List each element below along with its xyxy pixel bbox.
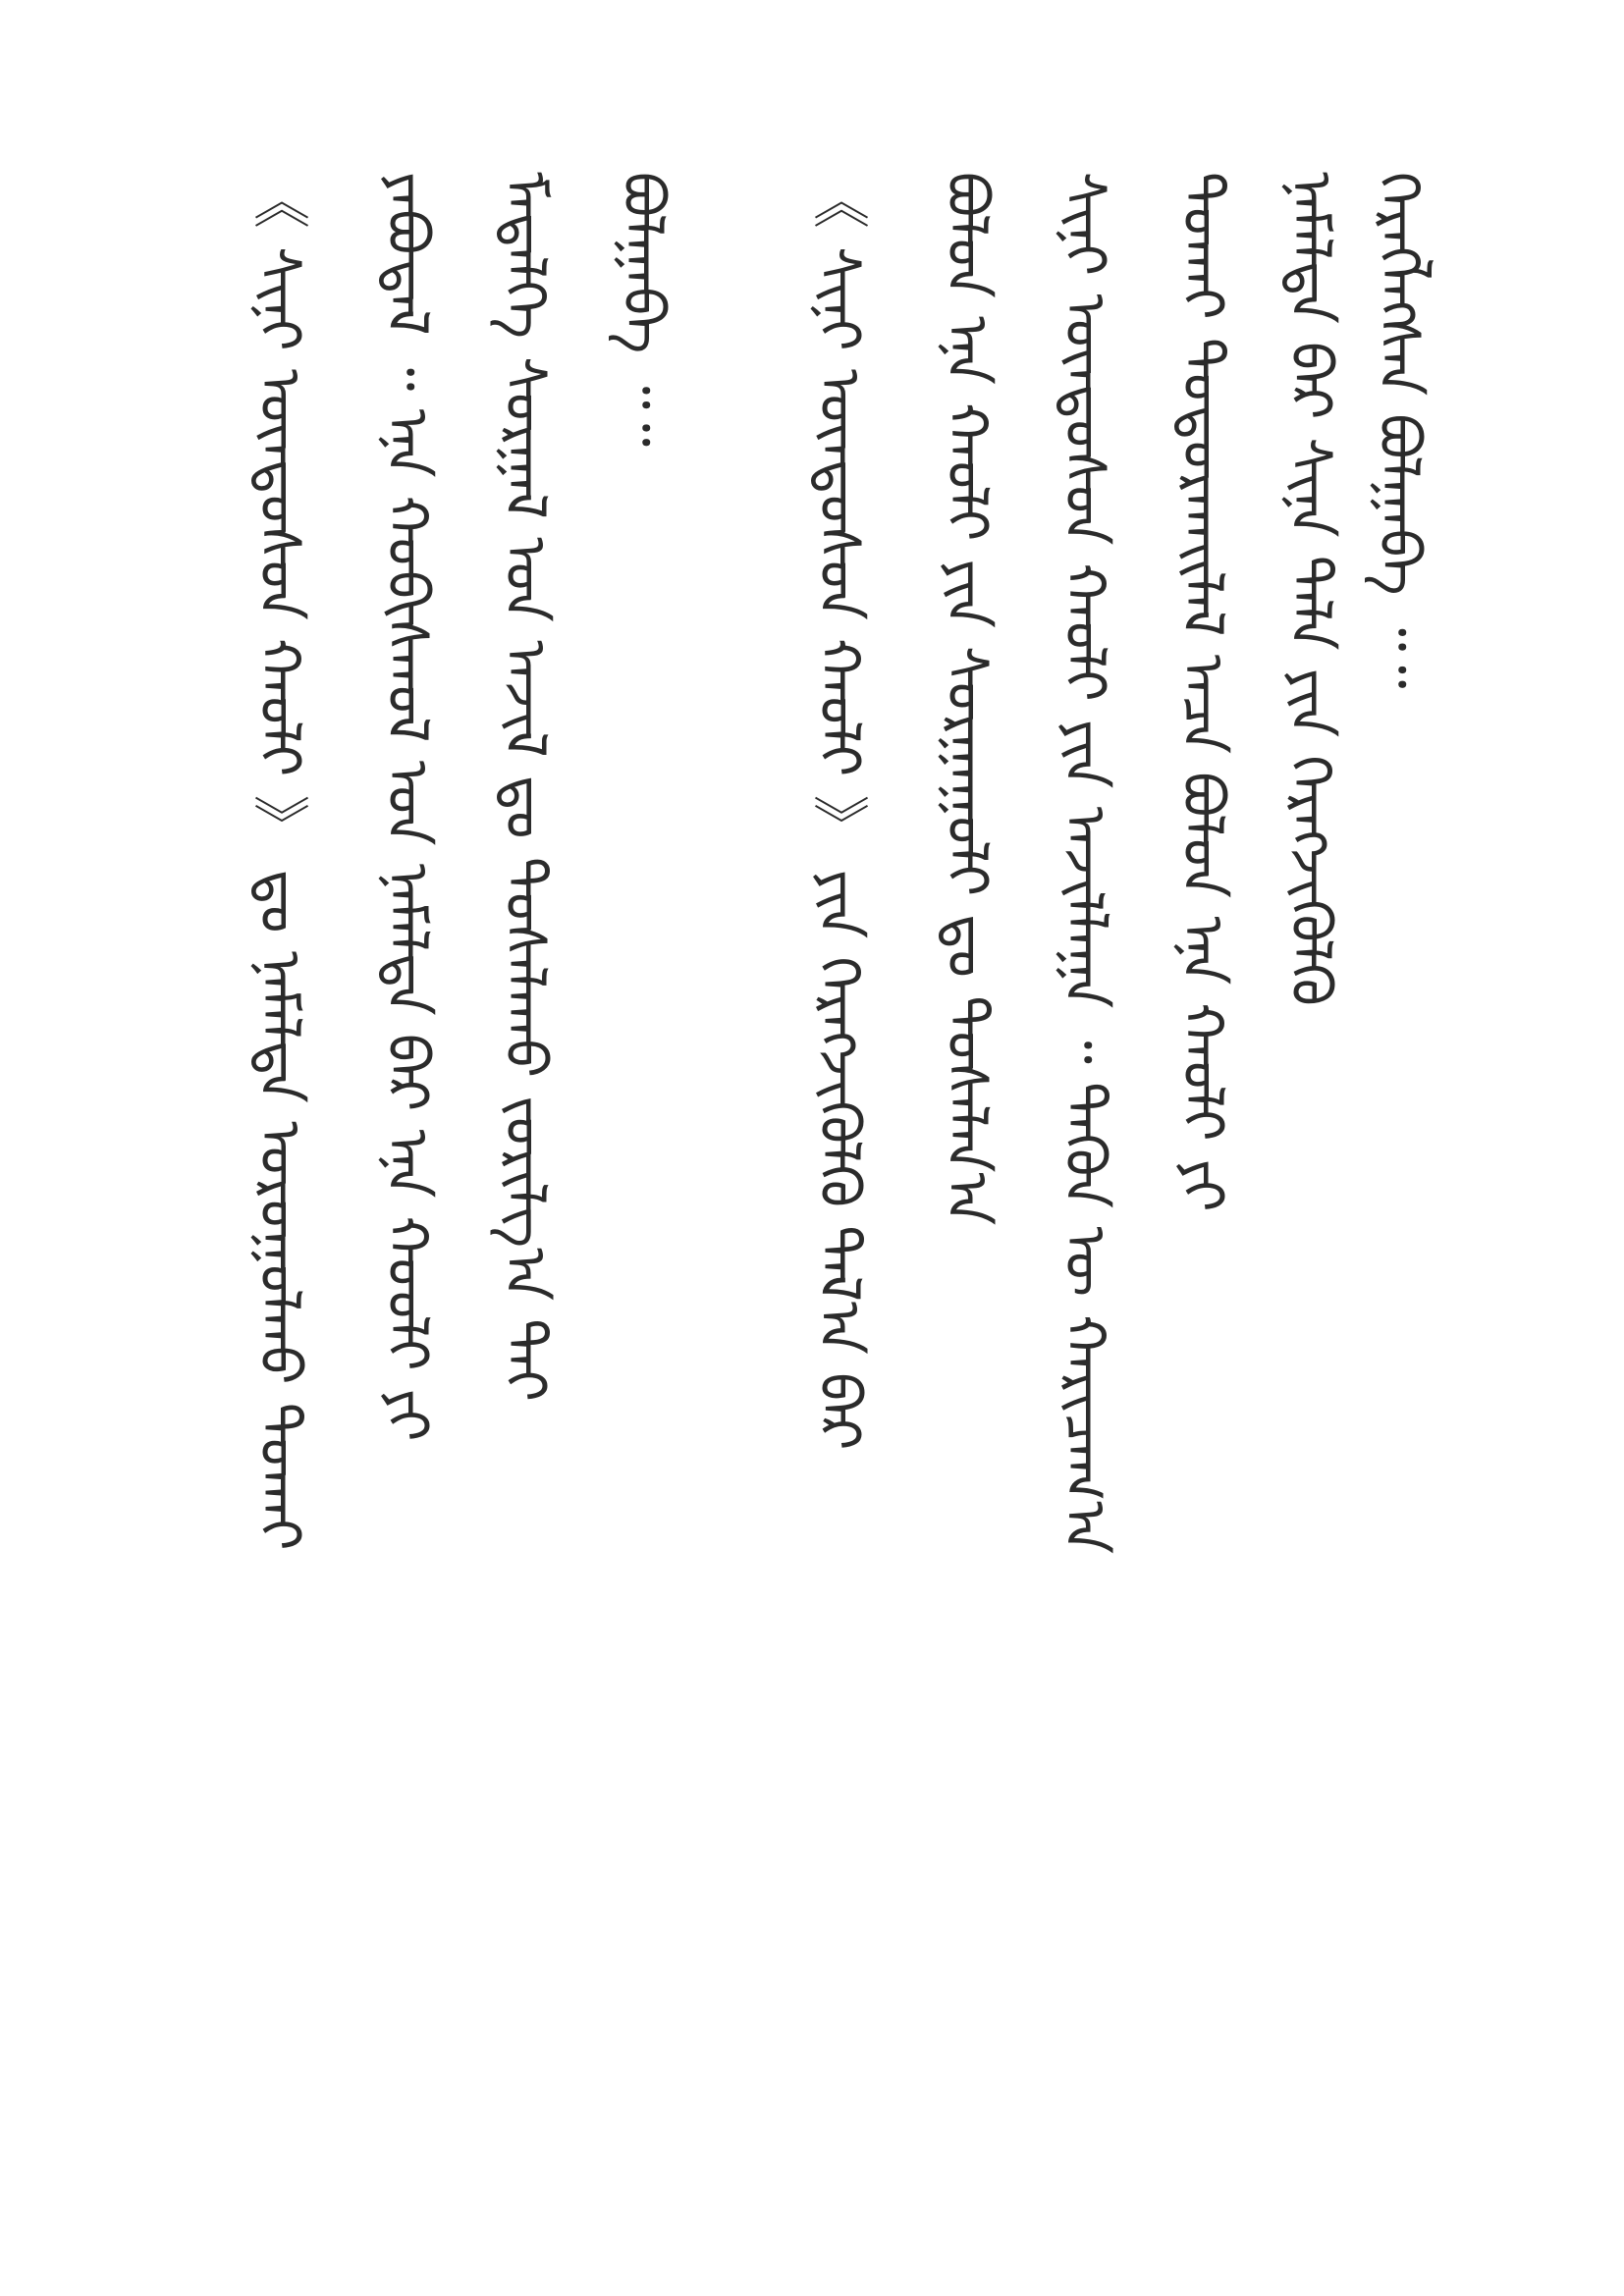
- text-column-3: ᠮᠡᠳᠡᠯᠭᠡ ᠰᠤᠷᠭᠠᠯ ᠤᠨ ᠠᠵᠢᠯ ᠳᠤ ᠲᠤᠰᠠᠯᠠᠬᠤ ᠵᠣᠷᠢᠯᠭ᠎ᠠ ᠲᠠᠢ: [492, 172, 559, 1402]
- text-column-1: 《 ᠰᠢᠨᠢ ᠦᠨᠳᠦᠰᠦᠨ ᠬᠠᠤᠯᠢ 》 ᠳᠤ ᠨᠡᠮᠡᠯᠲᠡ ᠣᠷᠣᠭᠤᠯᠬᠤ ᠲᠤᠬᠠᠢ: [246, 172, 313, 1551]
- text-column-7: ᠰᠢᠨᠢ ᠦᠨᠳᠦᠰᠦᠨ ᠬᠠᠤᠯᠢ ᠶᠢᠨ ᠠᠵᠢᠯᠯᠠᠭᠠ ᠃ ᠲᠡᠭᠦᠨ ᠦ ᠬᠠᠷᠢᠴᠠᠭ᠎ᠠ: [1052, 172, 1118, 1555]
- text-column-4: ᠪᠣᠯᠭᠠᠪᠠ ᠃᠃: [610, 172, 677, 447]
- text-column-9: ᠨᠡᠮᠡᠯᠲᠡ ᠪᠡᠷ ᠰᠢᠨᠡ ᠲᠡᠯᠡ ᠶᠢᠨ ᠬᠡᠷᠡᠭᠵᠢᠭᠦᠯᠬᠦ: [1277, 172, 1344, 1006]
- text-column-6: ᠪᠣᠯᠤᠨ ᠡᠨᠡ ᠬᠠᠤᠯᠢ ᠶᠢᠨ ᠰᠤᠷᠭᠠᠭᠤᠯᠢ ᠳᠤ ᠲᠤᠰᠠᠯᠠᠨ᠎ᠠ: [934, 172, 1001, 1226]
- text-column-10: ᠬᠡᠷᠡᠭᠯᠡᠭᠰᠡᠨ ᠪᠣᠯᠭᠠᠪᠠ ᠃᠃: [1366, 172, 1433, 689]
- text-column-8: ᠲᠤᠬᠠᠢ ᠲᠣᠳᠣᠷᠬᠠᠢᠯᠠᠯ ᠠᠴᠠ ᠪᠣᠯᠤᠨ ᠡᠨᠡ ᠬᠠᠤᠯᠢ ᠶᠢ: [1169, 172, 1236, 1212]
- text-column-5: 《 ᠰᠢᠨᠢ ᠦᠨᠳᠦᠰᠦᠨ ᠬᠠᠤᠯᠢ 》 ᠶᠢᠨ ᠬᠡᠷᠡᠭᠵᠢᠭᠦᠯᠬᠦ ᠲᠠᠯ᠎ᠠ ᠪᠠᠷ: [806, 172, 873, 1451]
- text-column-2: ᠶᠠᠪᠤᠳᠠᠯ ᠃ ᠡᠨᠡ ᠬᠤᠪᠢᠰᠬᠤᠯ ᠤᠨ ᠨᠡᠮᠡᠯᠲᠡ ᠪᠡᠷ ᠡᠨᠡ ᠬᠤᠤᠯᠢ ᠶᠢ: [374, 172, 441, 1442]
